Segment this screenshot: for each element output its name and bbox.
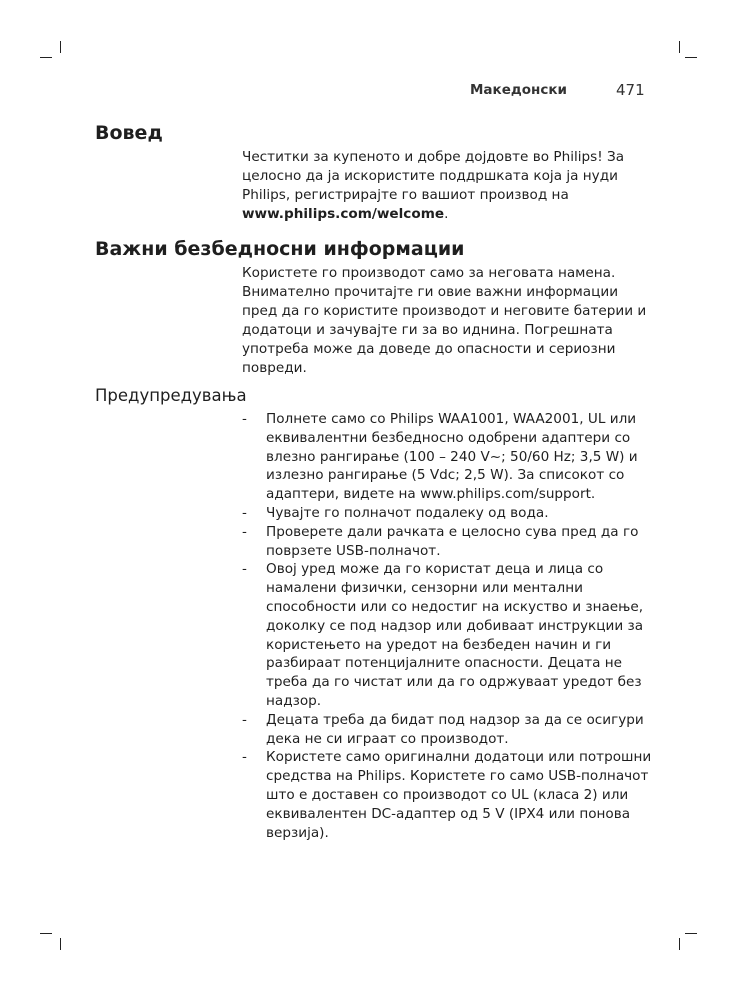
crop-mark	[685, 933, 697, 934]
list-item-text: Овој уред може да го користат деца и лица со намалени физички, сензорни или ментални способности или со недостиг на искуство и знаење, доколку се под надзор или добиваат инструкции за користењето на уредот на безбеден начин и ги разбираат потенцијалните опасности. Децата не треба да го чистат или да го одржуваат уредот без надзор.	[266, 561, 644, 709]
list-item	[242, 748, 652, 842]
page-number: 471	[616, 81, 645, 99]
header-language: Македонски	[470, 82, 567, 98]
list-item-text: Полнете само со Philips WAA1001, WAA2001, UL или еквивалентни безбедносно одобрени адаптери со влезно рангирање (100 – 240 V~; 50/60 Hz; 3,5 W) и излезно рангирање (5 Vdc; 2,5 W). За списокот со адаптери, видете на www.philips.com/support.	[266, 411, 638, 503]
intro-paragraph	[242, 148, 647, 224]
crop-mark	[60, 41, 61, 53]
bullet-dash: -	[242, 504, 247, 521]
intro-text-end: .	[444, 205, 449, 222]
bullet-dash: -	[242, 523, 247, 540]
crop-mark	[60, 938, 61, 950]
crop-mark	[685, 57, 697, 58]
intro-heading: Вовед	[95, 122, 163, 144]
safety-paragraph: Користете го производот само за неговата намена. Внимателно прочитајте ги овие важни информации пред да го користите производот и неговите батерии и додатоци и зачувајте ги за во иднина. Погрешната употреба може да доведе до опасности и сериозни повреди.	[242, 265, 647, 376]
bullet-dash: -	[242, 711, 247, 728]
list-item-text: Користете само оригинални додатоци или потрошни средства на Philips. Користете го само USB-полначот што е доставен со производот со UL (класа 2) или еквивалентен DC-адаптер од 5 V (IPX4 или понова верзија).	[266, 749, 652, 841]
bullet-dash: -	[242, 411, 247, 427]
list-item-text: Децата треба да бидат под надзор за да се осигури дека не си играат со производот.	[266, 711, 644, 747]
intro-text: Честитки за купеното и добре дојдовте во Philips! За целосно да ја искористите поддршката која ја нуди Philips, регистрирајте го вашиот производ на	[242, 149, 625, 203]
list-item	[242, 504, 652, 523]
welcome-link[interactable]: www.philips.com/welcome	[242, 205, 445, 222]
bullet-dash: -	[242, 749, 247, 766]
warnings-list	[242, 410, 652, 842]
list-item	[242, 523, 652, 561]
safety-heading: Важни безбедносни информации	[95, 238, 465, 260]
list-item	[242, 560, 652, 710]
list-item	[242, 711, 652, 749]
crop-mark	[40, 57, 52, 58]
bullet-dash: -	[242, 561, 247, 578]
warnings-heading: Предупредувања	[95, 386, 247, 405]
list-item	[242, 410, 652, 504]
list-item-text: Проверете дали рачката е целосно сува пред да го поврзете USB-полначот.	[266, 523, 639, 559]
list-item-text: Чувајте го полначот подалеку од вода.	[266, 504, 549, 521]
crop-mark	[679, 41, 680, 53]
crop-mark	[40, 933, 52, 934]
crop-mark	[679, 938, 680, 950]
